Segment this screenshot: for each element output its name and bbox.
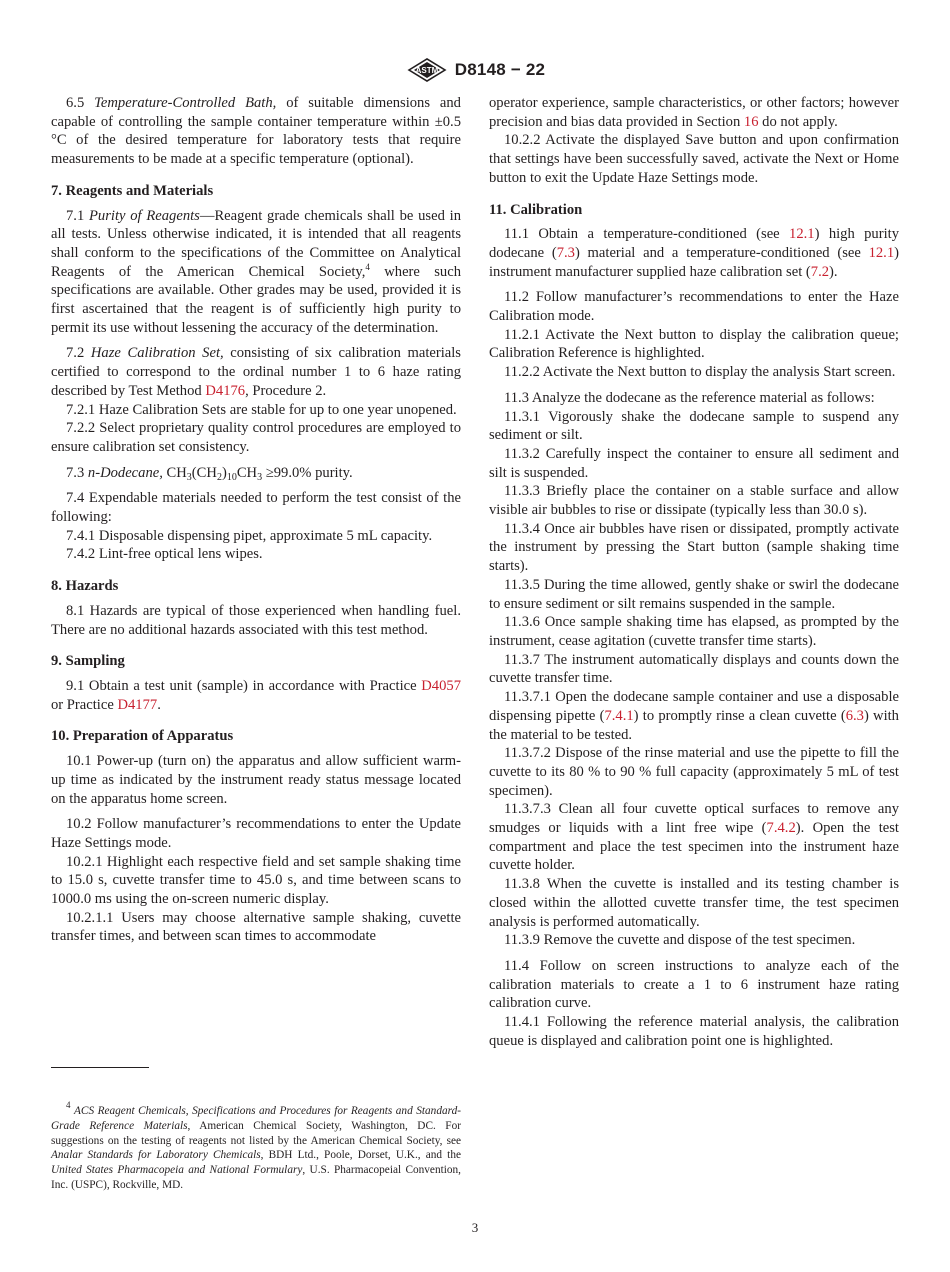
paragraph-7-4-2: 7.4.2 Lint-free optical lens wipes. [66,546,263,563]
link-d4176[interactable]: D4176 [205,382,246,399]
link-7-2[interactable]: 7.2 [810,263,830,280]
paragraph-7-3: 7.3 n-Dodecane, $CH_3(CH_2)_{10}CH_3 \ge 99.0\%$ purity. [66,464,353,483]
footnote-ref[interactable]: 4 [365,261,370,272]
paragraph-11-3-2: 11.3.2 Carefully inspect the container to ensure all sediment and silt is suspended. [489,445,899,481]
paragraph-8-1: 8.1 Hazards are typical of those experienced when handling fuel. There are no additional hazards associated with this test method. [51,602,461,638]
paragraph-11-3-9: 11.3.9 Remove the cuvette and dispose of the test specimen. [504,932,856,949]
link-d4057[interactable]: D4057 [421,677,461,694]
page-header [0,56,950,84]
link-7-4-2[interactable]: 7.4.2 [766,820,796,837]
page-number: 3 [471,1220,479,1235]
link-12-1[interactable]: 12.1 [868,244,895,261]
paragraph-11-1: 11.1 Obtain a temperature-conditioned (see 12.1) high purity dodecane (7.3) material and a temperature-conditioned (see 12.1) instrument manufacturer supplied haze calibration set (7.2). [489,226,899,280]
document-designation: D8148 − 22 [454,60,546,79]
paragraph-9-1: 9.1 Obtain a test unit (sample) in accordance with Practice D4057 or Practice D4177. [51,677,461,713]
paragraph-11-3: 11.3 Analyze the dodecane as the reference material as follows: [504,389,875,406]
paragraph-10-2: 10.2 Follow manufacturer’s recommendations to enter the Update Haze Settings mode. [51,816,461,851]
paragraph-7-1: 7.1 Purity of Reagents—Reagent grade chemicals shall be used in all tests. Unless otherwise indicated, it is intended that all reagents shall conform to the specifications of the Committee on Analytical Reagents of the American Chemical Society,$^4$ where such specifications are available. Other grades may be used, provided it is first ascertained that the reagent is of sufficiently high purity to permit its use without lessening the accuracy of the determination. [51,207,461,336]
footnote-divider [51,1067,149,1068]
paragraph-11-3-6: 11.3.6 Once sample shaking time has elapsed, as prompted by the instrument, cease agitation (cuvette transfer time starts). [489,614,899,649]
section-heading-11: 11. Calibration [489,201,583,218]
paragraph-11-3-1: 11.3.1 Vigorously shake the dodecane sample to suspend any sediment or silt. [489,408,899,444]
paragraph-11-3-5: 11.3.5 During the time allowed, gently shake or swirl the dodecane to ensure sediment or silt remains suspended in the sample. [489,576,899,612]
paragraph-11-3-8: 11.3.8 When the cuvette is installed and its testing chamber is closed within the allotted cuvette transfer time, the test specimen analysis is performed automatically. [489,876,899,930]
paragraph-11-3-7-3: 11.3.7.3 Clean all four cuvette optical surfaces to remove any smudges or liquids with a lint free wipe (7.4.2). Open the test compartment and place the test specimen into the instrument haze cuvette holder. [489,801,899,874]
paragraph-11-2: 11.2 Follow manufacturer’s recommendations to enter the Haze Calibration mode. [489,289,899,325]
paragraph-11-2-1: 11.2.1 Activate the Next button to display the calibration queue; Calibration Reference is highlighted. [489,326,899,362]
paragraph-11-3-7-1: 11.3.7.1 Open the dodecane sample container and use a disposable dispensing pipette (7.4.1) to promptly rinse a clean cuvette (6.3) with the material to be tested. [489,689,899,743]
astm-logo-icon [405,57,449,83]
paragraph-10-2-1: 10.2.1 Highlight each respective field and set sample shaking time to 15.0 s, cuvette transfer time to 45.0 s, and time between scans to 1000.0 ms using the on-screen numeric display. [51,853,461,908]
link-7-4-1[interactable]: 7.4.1 [604,707,634,724]
right-column [489,94,899,1050]
section-heading-8: 8. Hazards [51,578,119,595]
paragraph-10-1: 10.1 Power-up (turn on) the apparatus and allow sufficient warm-up time as indicated by the instrument ready status message located on the apparatus home screen. [51,753,461,807]
paragraph-7-2: 7.2 Haze Calibration Set, consisting of six calibration materials certified to correspond to the ordinal number 1 to 6 haze rating described by Test Method D4176, Procedure 2. [51,345,461,399]
paragraph-11-4-1: 11.4.1 Following the reference material analysis, the calibration queue is displayed and calibration point one is highlighted. [489,1014,899,1049]
svg-text:ASTM: ASTM [415,66,439,75]
paragraph-11-2-2: 11.2.2 Activate the Next button to display the analysis Start screen. [504,364,896,381]
paragraph-11-4: 11.4 Follow on screen instructions to analyze each of the calibration materials to create a 1 to 6 instrument haze rating calibration curve. [489,957,899,1012]
link-7-3[interactable]: 7.3 [556,244,575,261]
paragraph-11-3-4: 11.3.4 Once air bubbles have risen or dissipated, promptly activate the instrument by pressing the Start button (sample shaking time starts). [489,520,899,575]
paragraph-7-2-2: 7.2.2 Select proprietary quality control procedures are employed to ensure calibration set consistency. [51,420,461,455]
link-d4177[interactable]: D4177 [117,696,158,713]
paragraph-11-3-7: 11.3.7 The instrument automatically displays and counts down the cuvette transfer time. [489,651,899,687]
paragraph-6-5: 6.5 Temperature-Controlled Bath, of suitable dimensions and capable of controlling the sample container temperature within ±0.5 °C of the desired temperature for laboratory tests that require measurements to be made at a specific temperature (optional). [51,95,461,168]
left-column [51,94,461,946]
paragraph-7-2-1: 7.2.1 Haze Calibration Sets are stable for up to one year unopened. [66,401,457,418]
paragraph-11-3-7-2: 11.3.7.2 Dispose of the rinse material and use the pipette to fill the cuvette to its 80 % to 90 % full capacity (approximately 5 mL of test specimen). [489,745,899,799]
paragraph-7-4-1: 7.4.1 Disposable dispensing pipet, approximate 5 mL capacity. [66,527,433,544]
section-heading-10: 10. Preparation of Apparatus [51,728,234,745]
paragraph-10-2-2: 10.2.2 Activate the displayed Save button and upon confirmation that settings have been successfully saved, activate the Next or Home button to exit the Update Haze Settings mode. [489,132,899,186]
link-12-1[interactable]: 12.1 [789,226,815,243]
paragraph-10-2-1-1: 10.2.1.1 Users may choose alternative sample shaking, cuvette transfer times, and between scan times to accommodate [51,909,461,945]
link-6-3[interactable]: 6.3 [845,707,864,724]
section-heading-9: 9. Sampling [51,653,125,670]
paragraph-10-2-1-1-continued: operator experience, sample characteristics, or other factors; however precision and bias data provided in Section 16 do not apply. [489,95,899,130]
paragraph-7-4: 7.4 Expendable materials needed to perform the test consist of the following: [51,490,461,526]
link-section-16[interactable]: 16 [743,113,759,130]
section-heading-7: 7. Reagents and Materials [51,182,214,199]
footnote-4: $^4$ ACS Reagent Chemicals, Specifications and Procedures for Reagents and Standard-Grade Reference Materials, American Chemical Society, Washington, DC. For suggestions on the testing of reagents not listed by the American Chemical Society, see Analar Standards for Laboratory Chemicals, BDH Ltd., Poole, Dorset, U.K., and the United States Pharmacopeia and National Formulary, U.S. Pharmacopeial Convention, Inc. (USPC), Rockville, MD. [51,1100,461,1191]
paragraph-11-3-3: 11.3.3 Briefly place the container on a stable surface and allow visible air bubbles to rise or dissipate (typically less than 30.0 s). [489,483,899,519]
